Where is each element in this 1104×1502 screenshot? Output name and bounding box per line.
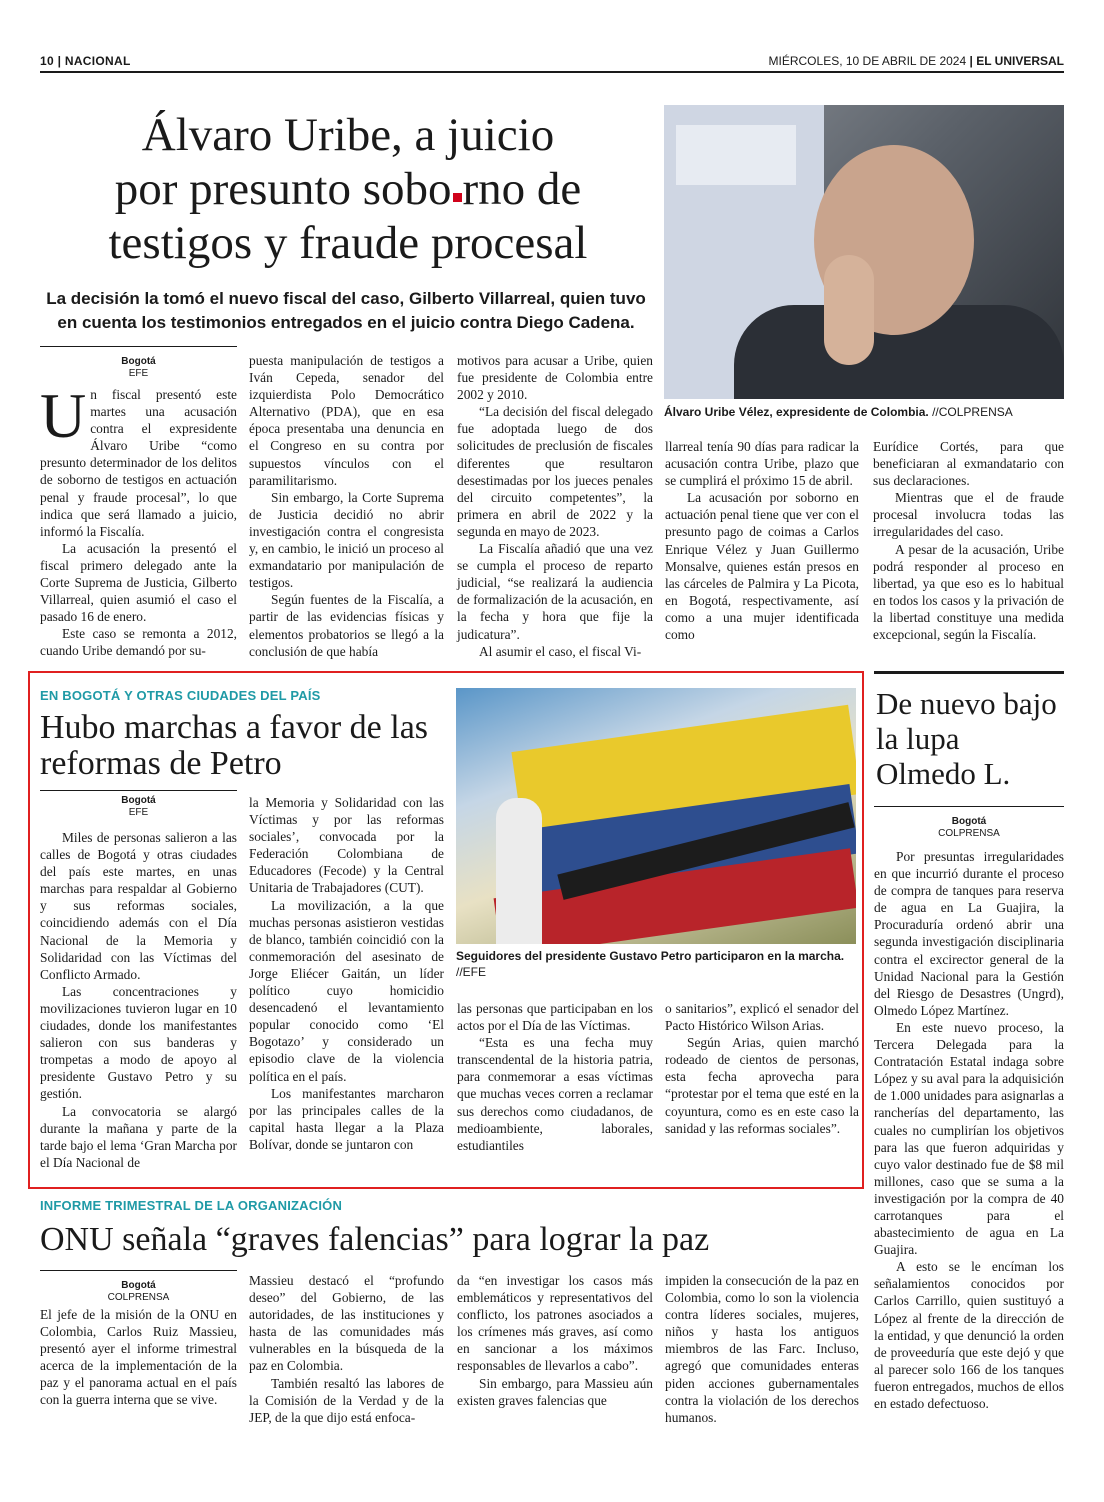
marchas-column-2 [249, 794, 444, 1153]
marchas-paragraph: La movilización, a la que muchas personas asistieron vestidas de blanco, también coincidió con la conmemoración del asesinato de Jorge Eliécer Gaitán, un líder político cuyo homicidio desencadenó el levantamiento popular conocido como ‘El Bogotazo’ y considerado un episodio clave de la violencia política en el país. [249, 897, 444, 1084]
byline-agency: EFE [128, 807, 149, 818]
onu-byline [40, 1270, 237, 1304]
marchas-paragraph: “Esta es una fecha muy transcendental de la historia patria, para conmemorar a esas víctimas que muchas veces corren a reclamar sus derechos como ciudadanos, de medioambiente, laborales, estudiantiles [457, 1035, 653, 1153]
olmedo-paragraph: En este nuevo proceso, la Tercera Delegada para la Contratación Estatal indaga sobre López y su aval para la adquisición de 1.000 unidades para asignarlas a rancherías del departamento, las cuales no cumplirían los objetivos para las que fueron adquiridas y cuyo valor destinado fue de $8 mil millones, caso que se suma a la investigación por la compra de 40 carrotanques para el abastecimiento de agua en La Guajira. [874, 1019, 1064, 1258]
uribe-photo-caption [664, 404, 1064, 420]
marchas-paragraph: Miles de personas salieron a las calles de Bogotá y otras ciudades del país este martes, en unas marchas para respaldar al Gobierno y sus reformas sociales, coincidiendo además con el Día Nacional de la Memoria y Solidaridad con las Víctimas del Conflicto Armado. [40, 830, 237, 982]
byline-agency: EFE [128, 368, 149, 379]
lead-paragraph: “La decisión del fiscal delegado fue adoptada luego de dos solicitudes de preclusión de fiscales diferentes que resultaron desestimadas por los jueces penales del circuito competentes”, la primera en abril de 2022 y la segunda en mayo de 2023. [457, 404, 653, 539]
caption-text: Seguidores del presidente Gustavo Petro participaron en la marcha. [456, 949, 845, 963]
marchas-column-1 [40, 829, 237, 1171]
lead-column-2 [249, 352, 444, 660]
lead-paragraph: motivos para acusar a Uribe, quien fue presidente de Colombia entre 2002 y 2010. [457, 353, 653, 403]
page-section-label: 10 | NACIONAL [40, 54, 131, 68]
lead-column-3 [457, 352, 653, 660]
marchas-headline: Hubo marchas a favor de las reformas de Petro [40, 709, 429, 782]
onu-column-2 [249, 1272, 444, 1426]
lead-paragraph: Este caso se remonta a 2012, cuando Uribe demandó por su- [40, 626, 237, 659]
onu-paragraph: impiden la consecución de la paz en Colombia, como lo son la violencia contra líderes sociales, mujeres, niños y hasta los antiguos miembros de las Farc. Incluso, agregó que comunidades enteras piden acciones gubernamentales contra la violación de los derechos humanos. [665, 1273, 859, 1425]
lead-paragraph: La acusación por soborno en actuación penal tiene que ver con el presunto pago de coimas a Carlos Enrique Vélez y Juan Guillermo Monsalve, quienes están presos en las cárceles de Palmira y La Picota, en Bogotá, respectivamente, así como a una mujer identificada como [665, 490, 859, 643]
olmedo-byline [874, 806, 1064, 840]
marchas-paragraph: la Memoria y Solidaridad con las Víctimas y por las reformas sociales’, convocada por la Federación Colombiana de Educadores (Fecode) y la Central Unitaria de Trabajadores (CUT). [249, 795, 444, 896]
onu-paragraph: Sin embargo, para Massieu aún existen graves falencias que [457, 1375, 653, 1408]
page-date-masthead [769, 54, 1064, 68]
lead-column-4 [665, 438, 859, 643]
onu-kicker: INFORME TRIMESTRAL DE LA ORGANIZACIÓN [40, 1198, 343, 1213]
olmedo-paragraph: Por presuntas irregularidades en que incurrió durante el proceso de compra de tanques para reserva de agua en La Guajira, la Procuraduría ordenó abrir una segunda investigación disciplinaria contra el excirector general de la Unidad Nacional para la Gestión del Riesgo de Desastres (Ungrd), Olmedo López Martínez. [874, 849, 1064, 1018]
marchas-paragraph: Según Arias, quien marchó rodeado de cientos de personas, esta fecha aprovecha para “protestar por el tema que esté en la coyuntura, como es en este caso la sanidad y las reformas sociales”. [665, 1035, 859, 1136]
onu-column-1 [40, 1306, 237, 1409]
olmedo-column [874, 848, 1064, 1412]
byline-city: Bogotá [951, 816, 987, 827]
lead-column-1 [40, 380, 237, 660]
onu-column-4 [665, 1272, 859, 1426]
lead-column-5 [873, 438, 1064, 643]
page-date: MIÉRCOLES, 10 DE ABRIL DE 2024 [768, 54, 967, 68]
page-separator: | [966, 54, 977, 68]
header-rule [40, 71, 1064, 73]
dropcap: U [40, 380, 87, 451]
lead-paragraph: Eurídice Cortés, para que beneficiaran al exmandatario con sus declaraciones. [873, 439, 1064, 489]
onu-paragraph: Massieu destacó el “profundo deseo” del Gobierno, de las autoridades, de las instituciones y hasta de las comunidades más vulnerables en la búsqueda de la paz en Colombia. [249, 1273, 444, 1374]
lead-headline-line1: Álvaro Uribe, a juicio [141, 109, 555, 161]
onu-paragraph: El jefe de la misión de la ONU en Colombia, Carlos Ruiz Massieu, presentó ayer el informe trimestral acerca de la implementación de la paz y el panorama actual en el país con la guerra interna que se vive. [40, 1307, 237, 1408]
march-photo-caption [456, 948, 860, 980]
onu-paragraph: da “en investigar los casos más emblemáticos y representativos del conflicto, los patrones asociados a los crímenes más graves, así como en sancionar a los máximos responsables de llevarlos a cabo”. [457, 1273, 653, 1374]
lead-paragraph: Según fuentes de la Fiscalía, a partir de las evidencias físicas y elementos probatorios se llegó a la conclusión de que había [249, 592, 444, 659]
lead-headline-line3: testigos y fraude procesal [108, 217, 588, 269]
lead-headline [48, 108, 648, 270]
olmedo-paragraph: A esto se le encíman los señalamientos conocidos por Carlos Carrillo, quien sustituyó a López al frente de la dirección de la entidad, y que denunció la orden de proveeduría que este dejó y que al parecer solo 166 de los tanques fueron entregados, muchos de ellos en estado defectuoso. [874, 1259, 1064, 1411]
byline-city: Bogotá [121, 356, 156, 367]
byline-city: Bogotá [121, 795, 156, 806]
caption-text: Álvaro Uribe Vélez, expresidente de Colombia. [664, 405, 929, 419]
onu-headline: ONU señala “graves falencias” para lograr la paz [40, 1221, 710, 1258]
lead-deck: La decisión la tomó el nuevo fiscal del caso, Gilberto Villarreal, quien tuvo en cuenta los testimonios entregados en el juicio contra Diego Cadena. [46, 289, 646, 332]
lead-paragraph: llarreal tenía 90 días para radicar la acusación contra Uribe, plazo que se cumplirá el próximo 15 de abril. [665, 439, 859, 489]
marchas-paragraph: o sanitarios”, explicó el senador del Pacto Histórico Wilson Arias. [665, 1001, 859, 1034]
newspaper-name: EL UNIVERSAL [976, 54, 1064, 68]
lead-paragraph: La Fiscalía añadió que una vez se cumpla el proceso de reparto judicial, “se realizará la audiencia de formalización de la acusación, en la fecha y hora que fije la judicatura”. [457, 541, 653, 642]
lead-headline-line2a: por presunto sobo [114, 163, 452, 215]
brand-dot-icon [453, 193, 462, 202]
lead-paragraph: puesta manipulación de testigos a Iván Cepeda, senador del izquierdista Polo Democrático Alternativo (PDA), que en esa época presentaba una denuncia en el Congreso en su contra por supuestos vínculos con el paramilitarismo. [249, 353, 444, 488]
marchas-byline [40, 790, 237, 819]
marchas-column-3 [457, 1000, 653, 1154]
onu-column-3 [457, 1272, 653, 1409]
lead-paragraph: Sin embargo, la Corte Suprema de Justicia decidió no abrir investigación contra el congresista y, en cambio, le inició un proceso al exmandatario por manipulación de testigos. [249, 489, 444, 591]
uribe-photo [664, 105, 1064, 399]
marchas-paragraph: Las concentraciones y movilizaciones tuvieron lugar en 10 ciudades, donde los manifestantes salieron con sus banderas y trompetas a modo de apoyo al presidente Gustavo Petro y su gestión. [40, 983, 237, 1102]
lead-byline [40, 346, 237, 380]
marchas-kicker: EN BOGOTÁ Y OTRAS CIUDADES DEL PAÍS [40, 688, 321, 703]
byline-agency: COLPRENSA [107, 1292, 170, 1303]
march-photo [456, 688, 856, 944]
lead-headline-line2b: rno de [462, 163, 582, 215]
marchas-column-4 [665, 1000, 859, 1137]
side-rule [874, 671, 1064, 674]
olmedo-headline: De nuevo bajo la lupa Olmedo L. [876, 686, 1057, 791]
lead-paragraph: Mientras que el de fraude procesal involucra todas las irregularidades del caso. [873, 490, 1064, 540]
photo-credit: //EFE [456, 965, 487, 979]
photo-credit: //COLPRENSA [928, 405, 1013, 419]
marchas-paragraph: las personas que participaban en los actos por el Día de las Víctimas. [457, 1001, 653, 1034]
byline-agency: COLPRENSA [938, 828, 1000, 839]
onu-paragraph: También resaltó las labores de la Comisión de la Verdad y de la JEP, de la que dijo está enfoca- [249, 1375, 444, 1425]
lead-paragraph: n fiscal presentó este martes una acusación contra el expresidente Álvaro Uribe “como presunto determinador de los delitos de soborno de testigos en actuación penal y fraude procesal”, lo que indica que será llamado a juicio, informó la Fiscalía. [40, 387, 237, 539]
marchas-paragraph: Los manifestantes marcharon por las principales calles de la capital hasta llegar a la Plaza Bolívar, donde se juntaron con [249, 1085, 444, 1152]
lead-paragraph: A pesar de la acusación, Uribe podrá responder al proceso en libertad, ya que eso es lo habitual en todos los casos y la privación de la libertad constituye una medida excepcional, según la Fiscalía. [873, 541, 1064, 643]
lead-paragraph: Al asumir el caso, el fiscal Vi- [479, 643, 642, 659]
lead-paragraph: La acusación la presentó el fiscal primero delegado ante la Corte Suprema de Justicia, Gilberto Villarreal, quien asumió el caso el pasado 16 de enero. [40, 540, 237, 625]
marchas-paragraph: La convocatoria se alargó durante la mañana y parte de la tarde bajo el lema ‘Gran Marcha por el Día Nacional de [40, 1103, 237, 1170]
byline-city: Bogotá [121, 1280, 156, 1291]
